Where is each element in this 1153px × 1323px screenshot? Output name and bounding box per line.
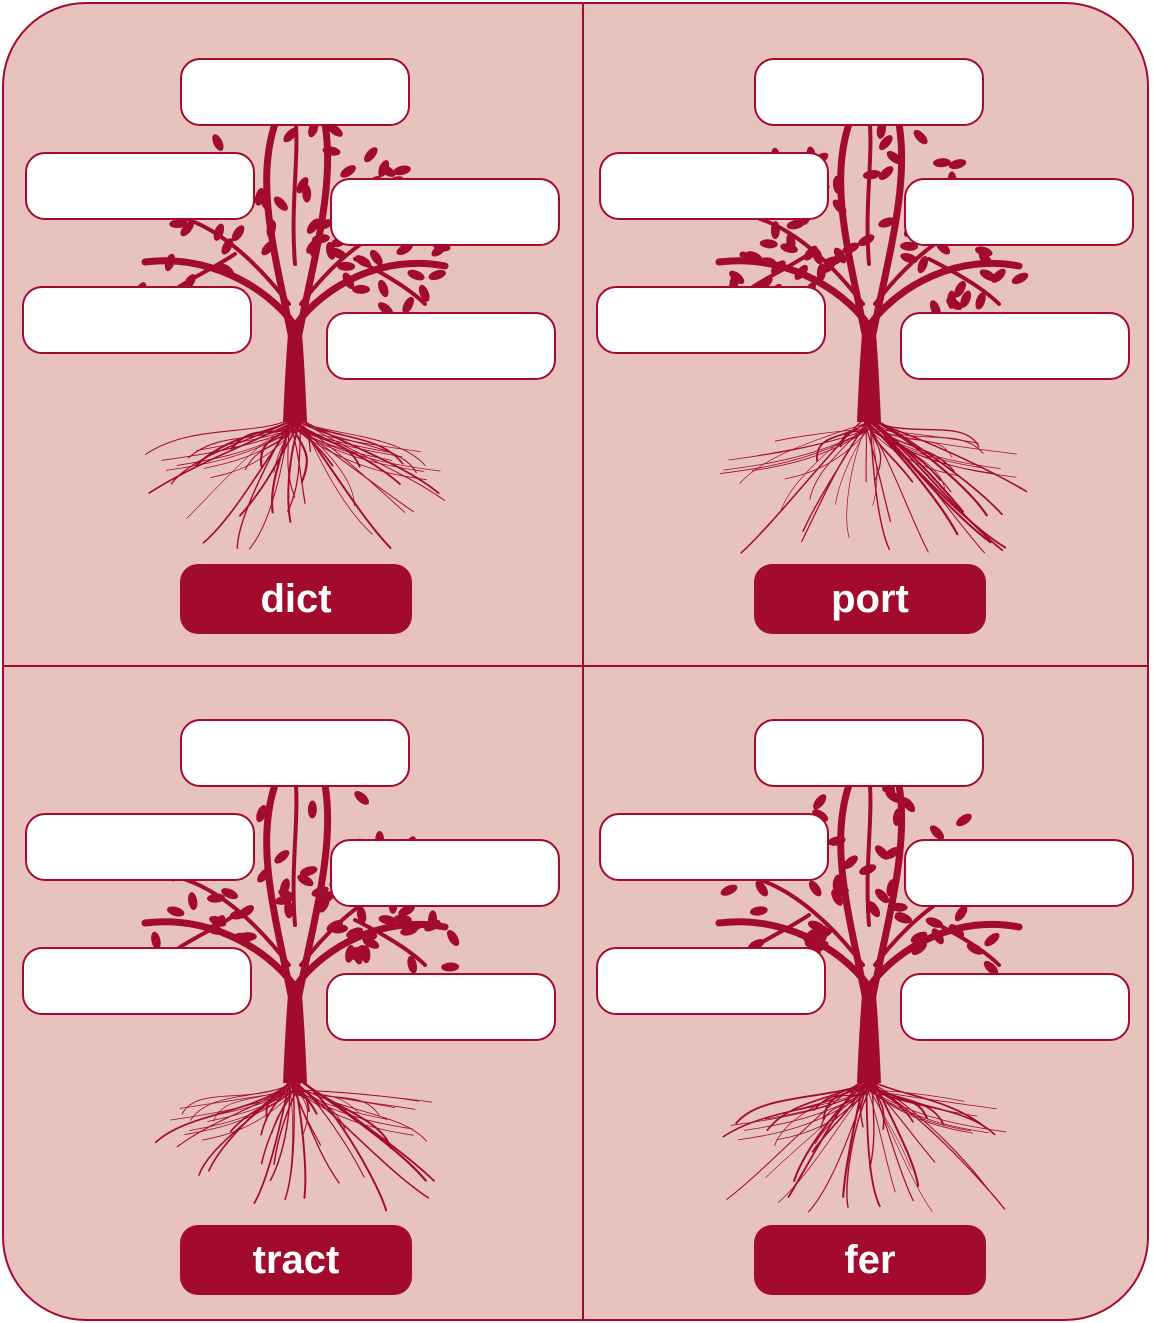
tree-panel-port [578, 4, 1149, 663]
tree-panel-dict [4, 4, 578, 663]
tree-panel-tract [4, 665, 578, 1321]
root-word-label: fer [754, 1225, 986, 1295]
word-blank-upper-right[interactable] [330, 178, 560, 246]
root-word-label: dict [180, 564, 412, 634]
word-blank-top[interactable] [754, 58, 984, 126]
word-blank-upper-left[interactable] [599, 813, 829, 881]
word-blank-upper-right[interactable] [330, 839, 560, 907]
word-blank-lower-left[interactable] [596, 286, 826, 354]
root-word-label: port [754, 564, 986, 634]
word-blank-upper-left[interactable] [25, 152, 255, 220]
word-blank-top[interactable] [754, 719, 984, 787]
word-blank-upper-right[interactable] [904, 839, 1134, 907]
word-blank-lower-left[interactable] [596, 947, 826, 1015]
word-blank-upper-left[interactable] [599, 152, 829, 220]
word-blank-top[interactable] [180, 719, 410, 787]
word-blank-lower-right[interactable] [900, 312, 1130, 380]
word-blank-lower-right[interactable] [326, 973, 556, 1041]
word-blank-upper-left[interactable] [25, 813, 255, 881]
root-word-label: tract [180, 1225, 412, 1295]
word-blank-lower-right[interactable] [900, 973, 1130, 1041]
worksheet-board [2, 2, 1149, 1321]
word-blank-upper-right[interactable] [904, 178, 1134, 246]
word-blank-lower-right[interactable] [326, 312, 556, 380]
tree-panel-fer [578, 665, 1149, 1321]
word-blank-top[interactable] [180, 58, 410, 126]
word-blank-lower-left[interactable] [22, 286, 252, 354]
word-blank-lower-left[interactable] [22, 947, 252, 1015]
